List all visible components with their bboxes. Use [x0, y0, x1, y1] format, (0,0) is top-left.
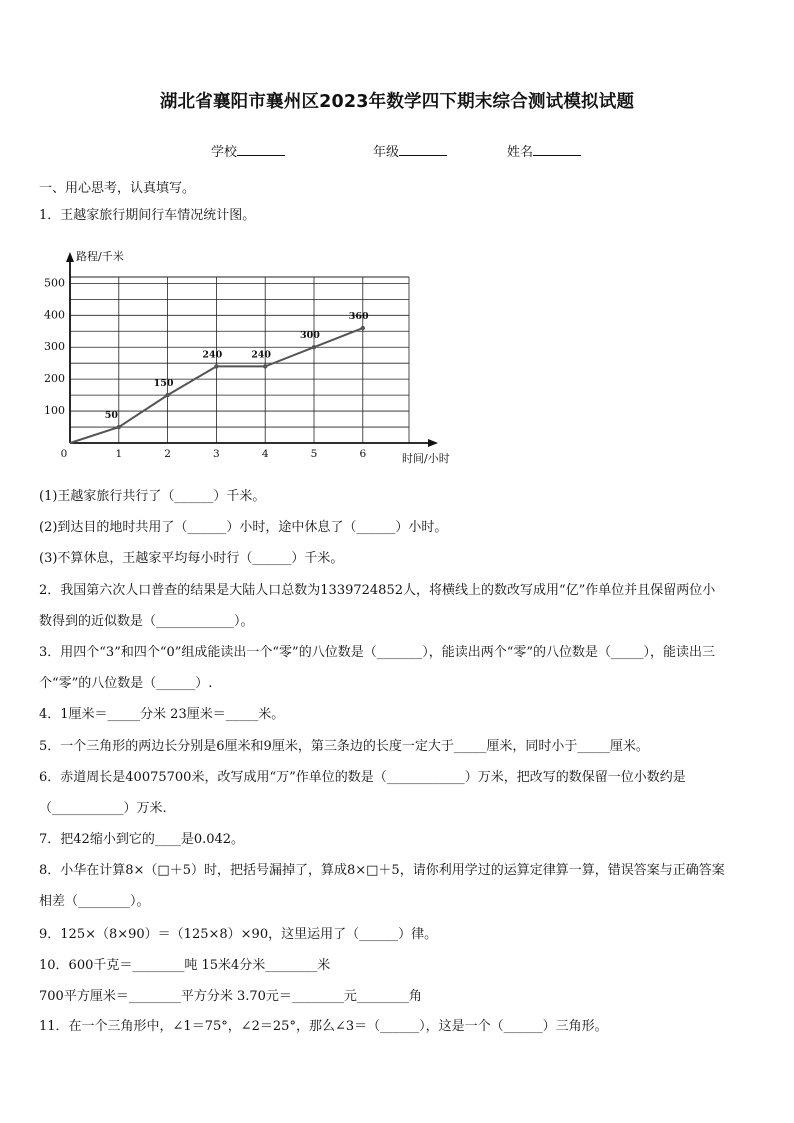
data-label: 300	[300, 330, 320, 342]
page-title: 湖北省襄阳市襄州区2023年数学四下期末综合测试模拟试题	[159, 92, 635, 112]
question-8-line-2: 相差（________）。	[39, 894, 150, 909]
question-6-line-1: 6．赤道周长是40075700米，改写成用“万”作单位的数是（____________）万米，把改写的数保留一位小数约是	[39, 770, 686, 785]
x-axis-label: 时间/小时	[402, 452, 450, 465]
series-point	[117, 425, 121, 429]
grade-label: 年级	[373, 145, 400, 160]
school-label: 学校	[211, 145, 238, 160]
question-1-sub-1: (1)王越家旅行共行了（______）千米。	[39, 489, 266, 504]
question-6-line-2: （___________）万米.	[39, 801, 167, 816]
x-tick-label: 3	[213, 448, 220, 460]
x-tick-label: 0	[60, 448, 68, 460]
chart-grid	[70, 277, 409, 443]
y-tick-label: 400	[44, 308, 65, 322]
series-point	[263, 364, 267, 368]
question-2-line-2: 数得到的近似数是（____________）。	[39, 614, 254, 629]
data-label: 150	[153, 378, 174, 390]
question-5: 5．一个三角形的两边长分别是6厘米和9厘米，第三条边的长度一定大于_____厘米，同时小于_____厘米。	[39, 739, 649, 754]
x-tick-label: 1	[115, 448, 123, 460]
question-3-line-2: 个“零”的八位数是（______）.	[39, 676, 213, 691]
question-10-line-1: 10．600千克＝________吨 15米4分米________米	[39, 958, 331, 973]
grade-blank[interactable]	[399, 143, 447, 156]
data-label: 240	[202, 349, 223, 361]
question-1-sub-3: (3)不算休息，王越家平均每小时行（______）千米。	[39, 551, 344, 566]
name-label: 姓名	[507, 145, 534, 160]
question-1-sub-2: (2)到达目的地时共用了（______）小时，途中休息了（______）小时。	[39, 520, 448, 535]
question-3-line-1: 3．用四个“3”和四个“0”组成能读出一个“零”的八位数是（_______），能读出两个“零”的八位数是（_____），能读出三	[39, 645, 715, 660]
y-tick-label: 500	[44, 276, 65, 290]
school-field	[211, 141, 285, 160]
name-field	[507, 141, 581, 160]
name-blank[interactable]	[533, 143, 581, 156]
x-tick-label: 2	[164, 448, 171, 460]
series-point	[165, 393, 169, 397]
y-axis-arrow	[66, 252, 74, 262]
chart-ticks	[44, 276, 366, 460]
question-4: 4．1厘米＝_____分米 23厘米＝_____米。	[39, 707, 285, 722]
grade-field	[373, 141, 447, 160]
question-11: 11．在一个三角形中，∠1＝75°，∠2＝25°，那么∠3＝（______），这是一个（______）三角形。	[39, 1019, 608, 1034]
chart-svg	[40, 246, 480, 472]
question-1-stem: 1．王越家旅行期间行车情况统计图。	[39, 208, 256, 223]
x-axis-arrow	[428, 439, 438, 447]
series-point	[214, 364, 218, 368]
data-label: 50	[104, 410, 119, 422]
x-tick-label: 6	[359, 448, 367, 460]
chart-labels	[76, 249, 450, 465]
travel-line-chart	[40, 246, 480, 472]
question-2-line-1: 2．我国第六次人口普查的结果是大陆人口总数为1339724852人，将横线上的数改写成用“亿”作单位并且保留两位小	[39, 583, 716, 598]
y-tick-label: 100	[44, 404, 65, 418]
x-tick-label: 4	[261, 448, 269, 460]
chart-series	[70, 326, 365, 443]
y-axis-label: 路程/千米	[76, 250, 124, 263]
school-blank[interactable]	[237, 143, 285, 156]
series-point	[312, 345, 316, 349]
question-8-line-1: 8．小华在计算8×（□＋5）时，把括号漏掉了，算成8×□＋5，请你利用学过的运算定律算一算，错误答案与正确答案	[39, 863, 725, 878]
series-point	[361, 326, 365, 330]
x-tick-label: 5	[310, 448, 318, 460]
question-9: 9．125×（8×90）＝（125×8）×90，这里运用了（______）律。	[39, 927, 438, 942]
data-label: 240	[251, 349, 272, 361]
data-label: 360	[348, 311, 369, 323]
section-heading: 一、用心思考，认真填写。	[39, 181, 196, 196]
y-tick-label: 200	[44, 372, 65, 386]
question-10-line-2: 700平方厘米＝________平方分米 3.70元＝________元________角	[39, 989, 422, 1004]
y-tick-label: 300	[44, 340, 65, 354]
question-7: 7．把42缩小到它的____是0.042。	[39, 832, 245, 847]
